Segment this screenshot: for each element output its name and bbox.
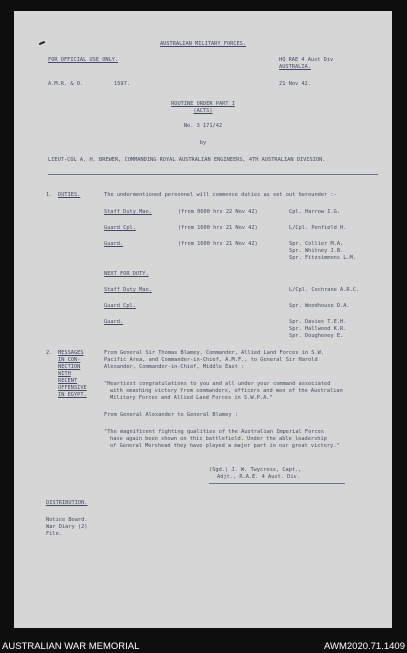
next-duty-person: Spr. Davies T.E.H. — [289, 319, 347, 325]
restriction-notice: FOR OFFICIAL USE ONLY. — [48, 57, 119, 63]
message-intro-line: Alexander, Commander-in-Chief, Middle East : — [104, 364, 245, 370]
distribution-heading: DISTRIBUTION. — [46, 500, 88, 506]
reply-quote-line: of General Morshead they have played a major part in our great victory." — [110, 443, 340, 449]
signature-rule — [209, 483, 345, 484]
signature-line-1: (Sgd.) J. W. Twycross, Capt., — [209, 467, 302, 473]
section-2-heading-line: MESSAGES — [58, 350, 84, 356]
reply-quote-line: have again been shown on this battlefield. Under the able leadership — [110, 436, 327, 442]
order-date: 21 Nov 42. — [279, 81, 311, 87]
next-duty-role: Guard. — [104, 319, 124, 325]
message-intro-line: From General Sir Thomas Blamey, Commander, Allied Land Forces in S.W. — [104, 350, 325, 356]
duty-person: Spr. Fitzsimmons L.M. — [289, 255, 356, 261]
duties-intro: The undermentioned personnel will commence duties as set out hereunder :- — [104, 192, 337, 198]
reply-intro: From General Alexander to General Blamey : — [104, 412, 238, 418]
letterhead: AUSTRALIAN MILITARY FORCES. — [159, 41, 247, 47]
hq-line-1: HQ RAE 4 Aust Div — [279, 57, 334, 63]
distribution-item: Notice Board. — [46, 517, 88, 523]
next-duty-person: Spr. Hallwood K.R. — [289, 326, 347, 332]
duty-person: Cpl. Harrow I.G. — [289, 209, 341, 215]
order-title: ROUTINE ORDER PART I — [171, 101, 235, 107]
message-quote-line: "Heartiest congratulations to you and all under your command associated — [104, 381, 331, 387]
reference-number: 1597. — [114, 81, 130, 87]
next-for-duty-heading: NEXT FOR DUTY. — [104, 271, 149, 277]
message-quote-line: with smashing victory from commanders, officers and men of the Australian — [110, 388, 343, 394]
section-2-heading-line: NECTION — [58, 364, 81, 370]
section-2-heading-line: WITH — [58, 371, 71, 377]
section-2-heading-line: IN CON- — [58, 357, 81, 363]
distribution-item: File. — [46, 531, 62, 537]
footer-institution: AUSTRALIAN WAR MEMORIAL — [2, 641, 140, 652]
duty-role: Guard. — [104, 241, 124, 247]
signature-line-2: Adjt., R.A.E. 4 Aust. Div. — [217, 474, 300, 480]
duty-time: (from 0600 hrs 22 Nov 42) — [178, 209, 258, 215]
next-duty-role: Staff Duty Man. — [104, 287, 152, 293]
section-divider — [48, 174, 378, 175]
message-quote-line: Military Forces and Allied Land Forces in S.W.P.A." — [110, 395, 273, 401]
section-2-heading-line: IN EGYPT. — [58, 392, 87, 398]
section-2-heading-line: OFFENSIVE — [58, 385, 87, 391]
duty-time: (from 1600 hrs 21 Nov 42) — [178, 241, 258, 247]
distribution-item: War Diary (2) — [46, 524, 88, 530]
footer-accession-number: AWM2020.71.1409 — [324, 641, 405, 652]
order-author: LIEUT-COL A. H. BREWER, COMMANDING ROYAL AUSTRALIAN ENGINEERS, 4TH AUSTRALIAN DIVISION. — [48, 157, 326, 163]
section-1-heading: DUTIES. — [58, 192, 81, 198]
duty-person: Spr. Collier M.A. — [289, 241, 344, 247]
duty-role: Staff Duty Man. — [104, 209, 152, 215]
section-2-heading-line: RECENT — [58, 378, 78, 384]
reply-quote-line: "The magnificent fighting qualities of the Australian Imperial Forces — [104, 429, 325, 435]
hq-line-2: AUSTRALIA. — [279, 64, 311, 70]
reference-left: A.M.R. & O. — [48, 81, 84, 87]
next-duty-person: Spr. Dougheney E. — [289, 333, 344, 339]
section-2-number: 2. — [46, 350, 53, 356]
order-subtitle: (ACTS) — [193, 108, 213, 114]
duty-person: L/Cpl. Penfield H. — [289, 225, 347, 231]
next-duty-person: Spr. Woodhouse D.A. — [289, 303, 350, 309]
document-page — [14, 11, 392, 628]
duty-person: Spr. Whitney J.B. — [289, 248, 344, 254]
order-by: by — [199, 140, 207, 146]
next-duty-person: L/Cpl. Cochrane A.R.C. — [289, 287, 360, 293]
section-1-number: 1. — [46, 192, 53, 198]
message-intro-line: Pacific Area, and Commander-in-Chief, A.M.F., to General Sir Harold — [104, 357, 318, 363]
duty-role: Guard Cpl. — [104, 225, 136, 231]
order-number: No. 3 171/42 — [183, 123, 223, 129]
next-duty-role: Guard Cpl. — [104, 303, 136, 309]
duty-time: (from 1600 hrs 21 Nov 42) — [178, 225, 258, 231]
